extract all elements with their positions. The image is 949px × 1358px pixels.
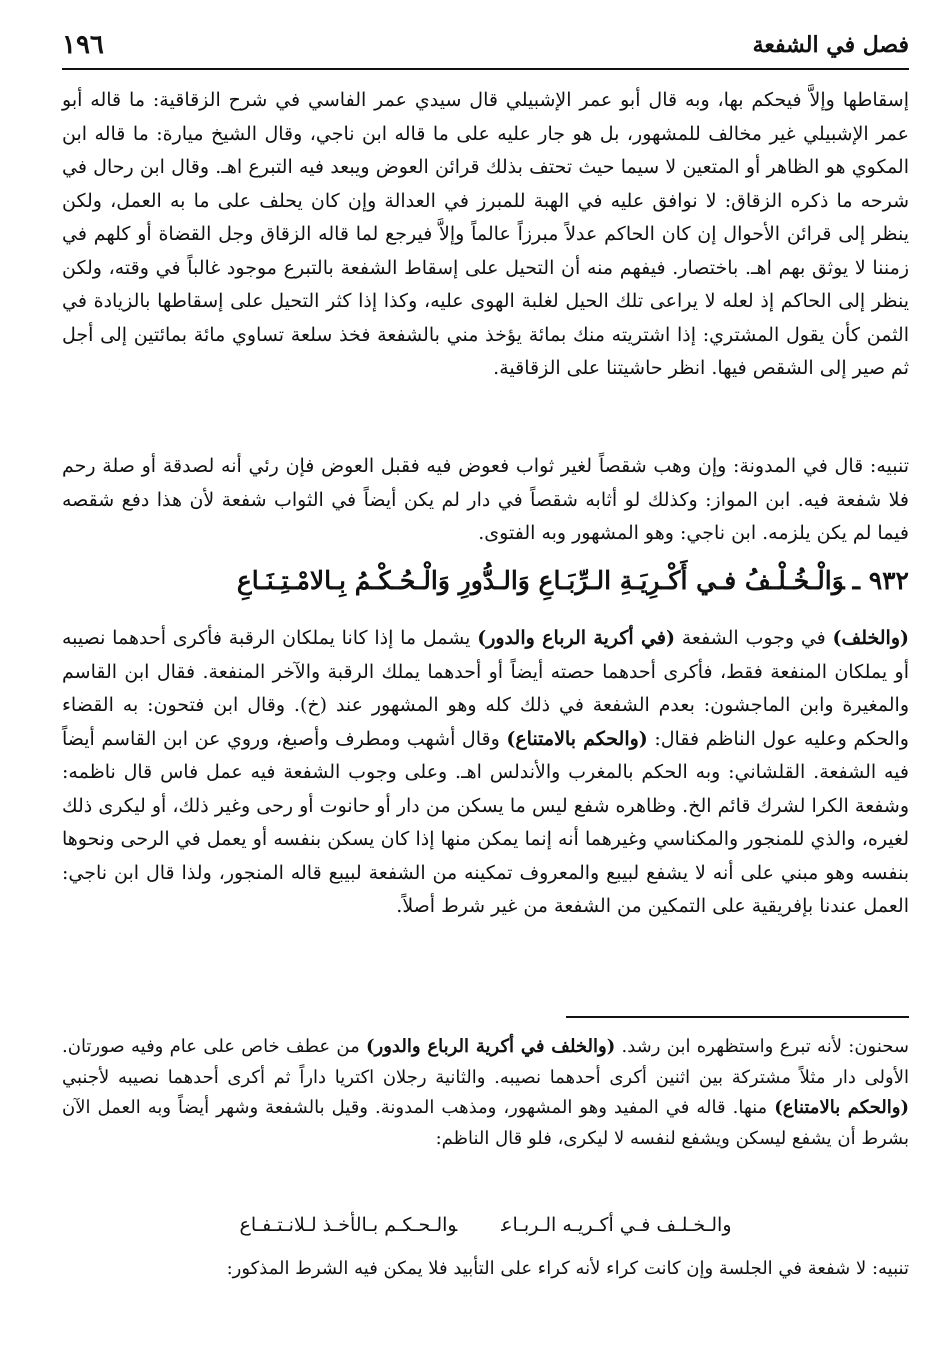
paragraph-tanbih: تنبيه: قال في المدونة: وإن وهب شقصاً لغير ثواب فعوض فيه فقبل العوض فإن رئي أنه لصدقة أو صلة رحم فلا شفعة فيه. ابن المواز: وكذلك لو أثابه شقصاً في دار لم يكن أيضاً في الثواب شفعة لأن هذا دفع شقصه فيما لم يكن يلزمه. ابن ناجي: وهو المشهور وبه الفتوى. [62, 455, 909, 544]
bold-term: (والحكم بالامتناع) [774, 1097, 909, 1118]
footnote-text: من عطف خاص على عام وفيه صورتان. الأولى دار مثلاً مشتركة بين اثنين أكرى أحدهما نصيبه. والثانية رجلان اكتريا داراً ثم أكرى أحدهما نصيبه لأجنبي [62, 1036, 909, 1088]
verse-heading [62, 566, 909, 616]
footnote-verse [62, 1214, 909, 1248]
paragraph-1: إسقاطها وإلاَّ فيحكم بها، وبه قال أبو عمر الإشبيلي قال سيدي عمر الفاسي في شرح الزقاقية: ما قاله أبو عمر الإشبيلي غير مخالف للمشهور، بل هو جار عليه على ما قاله ابن ناجي، وقال الشيخ ميارة: ما قاله ابن المكوي هو الظاهر أو المتعين لا سيما حيث تحتف بذلك قرائن العوض ويبعد فيه التبرع اهـ. وقال ابن رحال في شرحه ما ذكره الزقاق: لا نوافق عليه في الهبة للمبرز في العدالة وإن كان يحلف على ما به العمل، ولكن ينظر إلى قرائن الأحوال إن كان الحاكم عدلاً مبرزاً عالماً وإلاَّ فيرجع لما قاله الزقاق وجل القضاة أو كلهم في زمننا لا يوثق بهم اهـ. باختصار. فيفهم منه أن التحيل على إسقاط الشفعة بالتبرع موجود غالباً في وقته، ولكن ينظر إلى الحاكم إذ لعله لا يراعى تلك الحيل لغلبة الهوى عليه، وكذا إذا كثر التحيل على إسقاطها بالزيادة في الثمن كأن يقول المشتري: إذا اشتريته منك بمائة يؤخذ مني بالشفعة فخذ سلعة تساوي مائة بمائتين إلى أجل ثم صير إلى الشقص فيها. انظر حاشيتنا على الزقاقية. [62, 89, 909, 379]
commentary-text: في وجوب الشفعة [674, 627, 833, 649]
chapter-title: فصل في الشفعة [752, 32, 909, 58]
page-number: ١٩٦ [62, 30, 104, 60]
commentary-text: وقال أشهب ومطرف وأصبغ، وروي عن ابن القاسم أيضاً فيه الشفعة. القلشاني: وبه الحكم بالمغرب والأندلس اهـ. وعلى وجوب الشفعة فيه عمل فاس قال ناظمه: وشفعة الكرا لشرك قائم الخ. وظاهره شفع ليس ما يسكن من دار أو حانوت أو رحى وغير ذلك، أو ليكرى ذلك لغيره، والذي للمنجور والمكناسي وغيرهما أنه إنما يمكن منها إذا كان يسكن بنفسه أو يعمل في الرحى ونحوها بنفسه وهو مبني على أنه لا يشفع لبيبع والمعروف تمكينه من الشفعة لبيبع قاله المنجور، ولذا قال ابن ناجي: العمل عندنا بإفريقية على التمكين من الشفعة من غير شرط أصلاً. [62, 727, 909, 917]
bold-term: (والخلف) [832, 627, 909, 649]
verse-text: وَالْـخُـلْـفُ فـي أَكْـرِيَـةِ الـرِّبَـاعِ وَالـدُّورِ وَالْـحُـكْـمُ بِـالامْـتِـنَـاعِ [236, 566, 845, 595]
verse-hemistich-right: والـخـلـف فـي أكـريـه الـربـاع [501, 1214, 732, 1236]
footnote-1 [62, 1032, 909, 1154]
verse-hemistich-left: والـحـكـم بـالأخـذ لـلانـتـفـاع [239, 1214, 458, 1236]
page-header [62, 28, 909, 70]
commentary-paragraph [62, 622, 909, 924]
footnote-divider [566, 1016, 909, 1018]
verse-number: ٩٣٢ ـ [852, 566, 909, 595]
bold-term: (في أكرية الرباع والدور) [477, 627, 675, 649]
footnote-text: منها. قاله في المفيد وهو المشهور، ومذهب المدونة. وقيل بالشفعة وشهر أيضاً وبه العمل الآن بشرط أن يشفع ليسكن ويشفع لنفسه لا ليكرى، فلو قال الناظم: [62, 1097, 909, 1149]
bold-term: (والخلف في أكرية الرباع والدور) [366, 1036, 616, 1057]
footnote-2: تنبيه: لا شفعة في الجلسة وإن كانت كراء لأنه كراء على التأبيد فلا يمكن فيه الشرط المذكور: [226, 1258, 909, 1279]
commentary-text: يشمل ما إذا كانا يملكان الرقبة فأكرى أحدهما نصيبه أو يملكان المنفعة فقط، فأكرى أحدهما حصته أيضاً أو أحدهما يملك الرقبة والآخر المنفعة. فقال ابن القاسم والمغيرة وابن الماجشون: بعدم الشفعة في ذلك كله وهو المشهور عند (خ). وقال ابن فتحون: به القضاء والحكم وعليه عول الناظم فقال: [62, 627, 909, 750]
bold-term: (والحكم بالامتناع) [506, 727, 648, 750]
footnote-text: سحنون: لأنه تبرع واستظهره ابن رشد. [615, 1036, 909, 1057]
